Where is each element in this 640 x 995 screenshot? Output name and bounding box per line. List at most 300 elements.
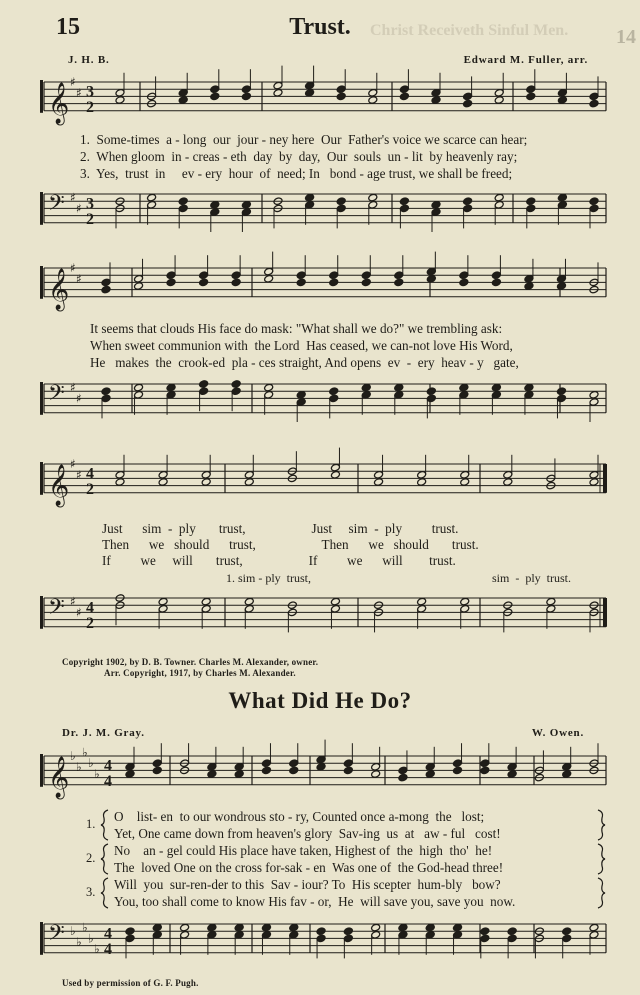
note-head	[524, 275, 534, 284]
note-head	[101, 278, 111, 287]
bass-clef-icon: 𝄢	[48, 381, 65, 411]
hymn2-verse-num-1: 1.	[86, 817, 96, 831]
note-head	[207, 923, 217, 932]
note-head	[296, 271, 306, 280]
note-head	[431, 96, 441, 105]
note-head	[329, 278, 339, 287]
time-signature-bottom: 4	[104, 940, 112, 958]
note-head	[210, 85, 220, 94]
note-head	[125, 770, 135, 779]
note-head	[134, 282, 144, 291]
sharp-icon: ♯	[76, 85, 82, 100]
sharp-icon: ♯	[70, 261, 76, 275]
time-signature-top: 4	[86, 465, 94, 483]
note-head	[244, 471, 254, 480]
note-head	[244, 605, 254, 614]
note-head	[426, 275, 436, 284]
system-bracket	[40, 922, 43, 955]
note-head	[394, 391, 404, 400]
note-head	[231, 387, 241, 396]
note-head	[562, 934, 572, 943]
note-head	[231, 271, 241, 280]
note-head	[398, 773, 408, 782]
note-head	[296, 391, 306, 400]
time-signature-top: 4	[104, 925, 112, 943]
note-head	[329, 271, 339, 280]
note-head	[399, 197, 409, 206]
time-signature-bottom: 2	[86, 480, 94, 498]
note-head	[329, 394, 339, 403]
note-head	[394, 271, 404, 280]
note-head	[426, 267, 436, 276]
system-bracket	[40, 462, 43, 495]
sharp-icon: ♯	[76, 605, 82, 620]
hymn2-lyric-3: No an - gel could His place have taken, Highest of the high tho' he!	[114, 843, 493, 858]
time-signature-bottom: 2	[86, 614, 94, 632]
hymn1-s2-lyric-1: It seems that clouds His face do mask: "What shall we do?" we trembling ask:	[90, 321, 503, 336]
note-head	[459, 278, 469, 287]
verse-brace-right	[598, 844, 605, 874]
note-head	[234, 931, 244, 940]
bass-clef-icon: 𝄢	[48, 595, 65, 625]
time-signature-bottom: 4	[104, 772, 112, 790]
note-head	[374, 478, 384, 487]
hymn1-s1-lyric-2: 2. When gloom in - creas - eth day by day, Our souls un - lit by heavenly ray;	[80, 149, 518, 164]
note-head	[296, 278, 306, 287]
note-head	[244, 478, 254, 487]
note-head	[463, 197, 473, 206]
note-head	[336, 197, 346, 206]
note-head	[463, 99, 473, 108]
system-bracket	[40, 192, 43, 225]
hymn2-lyric-2: Yet, One came down from heaven's glory Sav-ing us at aw - ful cost!	[114, 826, 501, 841]
verse-brace-left	[101, 844, 108, 874]
note-head	[115, 96, 125, 105]
note-head	[166, 278, 176, 287]
hymn1-refrain-bass-staff	[40, 586, 608, 648]
note-head	[557, 193, 567, 202]
note-head	[557, 201, 567, 210]
note-head	[589, 92, 599, 101]
note-head	[371, 770, 381, 779]
hymn2-bass-staff	[40, 912, 608, 976]
note-head	[589, 204, 599, 213]
time-signature-top: 3	[86, 83, 94, 101]
note-head	[460, 478, 470, 487]
hymn1-author: J. H. B.	[68, 54, 110, 66]
note-head	[289, 766, 299, 775]
note-head	[178, 197, 188, 206]
note-head	[460, 597, 470, 606]
note-head	[158, 597, 168, 606]
hymn1-refrain-lyric-3: If we will trust, If we will trust.	[102, 553, 456, 568]
note-head	[368, 96, 378, 105]
note-head	[329, 387, 339, 396]
note-head	[241, 92, 251, 101]
sharp-icon: ♯	[70, 190, 76, 205]
note-head	[199, 278, 209, 287]
hymn-title-trust: Trust.	[289, 14, 351, 40]
note-head	[201, 597, 211, 606]
note-head	[417, 605, 427, 614]
note-head	[134, 383, 144, 392]
note-head	[361, 391, 371, 400]
note-head	[503, 471, 513, 480]
hymn-title-what-did-he-do: What Did He Do?	[228, 688, 412, 713]
note-head	[330, 597, 340, 606]
note-head	[134, 275, 144, 284]
note-head	[241, 201, 251, 210]
treble-clef-icon: 𝄞	[48, 464, 70, 506]
note-head	[234, 923, 244, 932]
note-head	[199, 271, 209, 280]
note-head	[199, 380, 209, 389]
note-head	[305, 201, 315, 210]
note-head	[453, 923, 463, 932]
note-head	[453, 759, 463, 768]
hymn1-copyright-2: Arr. Copyright, 1917, by Charles M. Alexander.	[104, 668, 296, 678]
note-head	[264, 275, 274, 284]
note-head	[261, 766, 271, 775]
note-head	[480, 759, 490, 768]
note-head	[524, 391, 534, 400]
verse-brace-left	[101, 810, 108, 840]
note-head	[210, 201, 220, 210]
hymn1-refrain-lyric-2: Then we should trust, Then we should trust.	[102, 537, 479, 552]
note-head	[178, 96, 188, 105]
note-head	[546, 597, 556, 606]
note-head	[546, 605, 556, 614]
note-head	[178, 204, 188, 213]
note-head	[491, 383, 501, 392]
sharp-icon: ♯	[70, 75, 76, 89]
note-head	[207, 931, 217, 940]
system-bracket	[40, 266, 43, 299]
note-head	[125, 934, 135, 943]
note-head	[426, 387, 436, 396]
note-head	[152, 766, 162, 775]
note-head	[589, 478, 599, 487]
note-head	[557, 89, 567, 98]
hymn1-refrain-bass-lyric-2: sim - ply trust.	[492, 571, 572, 585]
note-head	[562, 770, 572, 779]
note-head	[316, 927, 326, 936]
note-head	[296, 398, 306, 407]
note-head	[417, 478, 427, 487]
treble-clef-icon: 𝄞	[48, 82, 70, 124]
hymn2-treble-staff	[40, 744, 608, 808]
hymn1-s1-lyric-3: 3. Yes, trust in ev - ery hour of need; In bond - age trust, we shall be freed;	[80, 166, 513, 181]
hymn1-s1-lyric-1: 1. Some-times a - long our jour - ney here Our Father's voice we scarce can hear;	[80, 132, 528, 147]
note-head	[343, 766, 353, 775]
bass-clef-icon: 𝄢	[48, 921, 65, 951]
flat-icon: ♭	[82, 920, 88, 935]
final-bar	[603, 598, 607, 627]
note-head	[431, 201, 441, 210]
note-head	[398, 923, 408, 932]
hymn1-system1-treble-staff	[40, 70, 608, 130]
note-head	[556, 394, 566, 403]
note-head	[589, 99, 599, 108]
note-head	[562, 763, 572, 772]
note-head	[264, 383, 274, 392]
note-head	[152, 931, 162, 940]
note-head	[556, 275, 566, 284]
hymn1-refrain-bass-lyric-1: 1. sim - ply trust,	[226, 571, 312, 585]
hymn1-system1-bass-staff	[40, 182, 608, 242]
hymn2-author: Dr. J. M. Gray.	[62, 727, 145, 739]
note-head	[425, 923, 435, 932]
note-head	[166, 271, 176, 280]
note-head	[394, 383, 404, 392]
note-head	[343, 934, 353, 943]
note-head	[562, 927, 572, 936]
flat-icon: ♭	[82, 745, 88, 760]
note-head	[166, 391, 176, 400]
sharp-icon: ♯	[76, 201, 82, 216]
note-head	[371, 931, 381, 940]
note-head	[316, 934, 326, 943]
note-head	[494, 89, 504, 98]
note-head	[336, 85, 346, 94]
note-head	[491, 391, 501, 400]
bleed-through-title: Christ Receiveth Sinful Men.	[370, 22, 569, 39]
treble-clef-icon: 𝄞	[48, 756, 70, 798]
hymn2-verse-num-3: 3.	[86, 885, 96, 899]
note-head	[261, 931, 271, 940]
note-head	[305, 89, 315, 98]
sharp-icon: ♯	[70, 380, 76, 395]
hymn2-lyric-1: O list- en to our wondrous sto - ry, Counted once a-mong the lost;	[114, 809, 485, 824]
sharp-icon: ♯	[76, 391, 82, 406]
flat-icon: ♭	[76, 935, 82, 949]
note-head	[207, 763, 217, 772]
note-head	[305, 193, 315, 202]
verse-brace-right	[598, 810, 605, 840]
note-head	[494, 96, 504, 105]
note-head	[201, 605, 211, 614]
note-head	[231, 380, 241, 389]
note-head	[199, 387, 209, 396]
note-head	[264, 391, 274, 400]
note-head	[463, 204, 473, 213]
note-head	[336, 204, 346, 213]
note-head	[361, 383, 371, 392]
flat-icon: ♭	[88, 756, 94, 771]
note-head	[361, 278, 371, 287]
time-signature-top: 3	[86, 195, 94, 213]
note-head	[453, 766, 463, 775]
sharp-icon: ♯	[70, 594, 76, 609]
note-head	[589, 398, 599, 407]
note-head	[147, 201, 157, 210]
note-head	[180, 923, 190, 932]
note-head	[459, 271, 469, 280]
hymn2-lyric-6: You, too shall come to know His fav - or, He will save you, save you now.	[114, 894, 516, 909]
note-head	[125, 927, 135, 936]
note-head	[289, 931, 299, 940]
flat-icon: ♭	[94, 942, 100, 957]
note-head	[394, 278, 404, 287]
note-head	[374, 471, 384, 480]
note-head	[426, 394, 436, 403]
flat-icon: ♭	[70, 924, 76, 939]
note-head	[589, 197, 599, 206]
note-head	[507, 770, 517, 779]
note-head	[368, 89, 378, 98]
note-head	[480, 766, 490, 775]
note-head	[524, 383, 534, 392]
note-head	[147, 193, 157, 202]
note-head	[343, 759, 353, 768]
note-head	[273, 89, 283, 98]
note-head	[234, 763, 244, 772]
time-signature-top: 4	[104, 757, 112, 775]
note-head	[152, 759, 162, 768]
note-head	[101, 387, 111, 396]
note-head	[210, 208, 220, 217]
hymn1-system2-treble-staff	[40, 256, 608, 316]
note-head	[494, 193, 504, 202]
note-head	[336, 92, 346, 101]
note-head	[417, 597, 427, 606]
note-head	[244, 597, 254, 606]
flat-icon: ♭	[76, 759, 82, 774]
note-head	[507, 934, 517, 943]
note-head	[343, 927, 353, 936]
hymn1-copyright-1: Copyright 1902, by D. B. Towner. Charles M. Alexander, owner.	[62, 657, 319, 667]
note-head	[361, 271, 371, 280]
note-head	[231, 278, 241, 287]
hymn1-s2-lyric-3: He makes the crook-ed pla - ces straight, And opens ev - ery heav - y gate,	[90, 355, 519, 370]
note-head	[589, 923, 599, 932]
note-head	[480, 927, 490, 936]
hymn2-lyric-4: The loved One on the cross for-sak - en Was one of the God-head three!	[114, 860, 504, 875]
note-head	[241, 208, 251, 217]
note-head	[115, 478, 125, 487]
note-head	[371, 923, 381, 932]
note-head	[460, 471, 470, 480]
note-head	[289, 759, 299, 768]
note-head	[398, 931, 408, 940]
note-head	[101, 394, 111, 403]
note-head	[125, 763, 135, 772]
note-head	[201, 471, 211, 480]
flat-icon: ♭	[88, 931, 94, 946]
system-bracket	[40, 80, 43, 113]
note-head	[556, 387, 566, 396]
hymn2-permission: Used by permission of G. F. Pugh.	[62, 978, 199, 988]
note-head	[399, 85, 409, 94]
hymn2-lyric-5: Will you sur-ren-der to this Sav - iour? To His scepter hum-bly bow?	[114, 877, 501, 892]
note-head	[264, 267, 274, 276]
hymn2-composer: W. Owen.	[531, 727, 584, 739]
note-head	[399, 204, 409, 213]
verse-brace-left	[101, 878, 108, 908]
note-head	[491, 278, 501, 287]
treble-clef-icon: 𝄞	[48, 268, 70, 310]
note-head	[368, 193, 378, 202]
bass-clef-icon: 𝄢	[48, 191, 65, 221]
note-head	[491, 271, 501, 280]
note-head	[589, 391, 599, 400]
note-head	[425, 931, 435, 940]
note-head	[524, 282, 534, 291]
note-head	[210, 92, 220, 101]
note-head	[115, 471, 125, 480]
system-bracket	[40, 596, 43, 629]
note-head	[241, 85, 251, 94]
time-signature-bottom: 2	[86, 210, 94, 228]
note-head	[166, 383, 176, 392]
note-head	[417, 471, 427, 480]
note-head	[234, 770, 244, 779]
note-head	[201, 478, 211, 487]
flat-icon: ♭	[94, 767, 100, 781]
note-head	[158, 471, 168, 480]
note-head	[425, 770, 435, 779]
note-head	[526, 197, 536, 206]
note-head	[289, 923, 299, 932]
note-head	[371, 763, 381, 772]
note-head	[316, 755, 326, 764]
note-head	[305, 81, 315, 90]
note-head	[459, 383, 469, 392]
note-head	[460, 605, 470, 614]
verse-brace-right	[598, 878, 605, 908]
note-head	[261, 759, 271, 768]
note-head	[480, 934, 490, 943]
note-head	[330, 463, 340, 472]
hymn2-verse-num-2: 2.	[86, 851, 96, 865]
sharp-icon: ♯	[76, 271, 82, 286]
note-head	[207, 770, 217, 779]
note-head	[425, 763, 435, 772]
time-signature-top: 4	[86, 599, 94, 617]
note-head	[431, 208, 441, 217]
hymn1-arranger: Edward M. Fuller, arr.	[463, 54, 588, 66]
page-number: 15	[56, 14, 80, 40]
note-head	[273, 81, 283, 90]
note-head	[526, 92, 536, 101]
flat-icon: ♭	[70, 749, 76, 763]
system-bracket	[40, 382, 43, 415]
note-head	[398, 766, 408, 775]
note-head	[507, 927, 517, 936]
note-head	[330, 471, 340, 480]
note-head	[463, 92, 473, 101]
hymn1-refrain-treble-staff	[40, 452, 608, 512]
note-head	[158, 478, 168, 487]
note-head	[158, 605, 168, 614]
note-head	[526, 85, 536, 94]
note-head	[316, 763, 326, 772]
note-head	[507, 763, 517, 772]
sharp-icon: ♯	[76, 467, 82, 482]
note-head	[178, 89, 188, 98]
note-head	[453, 931, 463, 940]
note-head	[494, 201, 504, 210]
note-head	[589, 471, 599, 480]
note-head	[330, 605, 340, 614]
note-head	[431, 89, 441, 98]
note-head	[180, 931, 190, 940]
note-head	[115, 89, 125, 98]
note-head	[152, 923, 162, 932]
note-head	[368, 201, 378, 210]
note-head	[589, 931, 599, 940]
hymn1-refrain-lyric-1: Just sim - ply trust, Just sim - ply trust.	[102, 521, 459, 536]
